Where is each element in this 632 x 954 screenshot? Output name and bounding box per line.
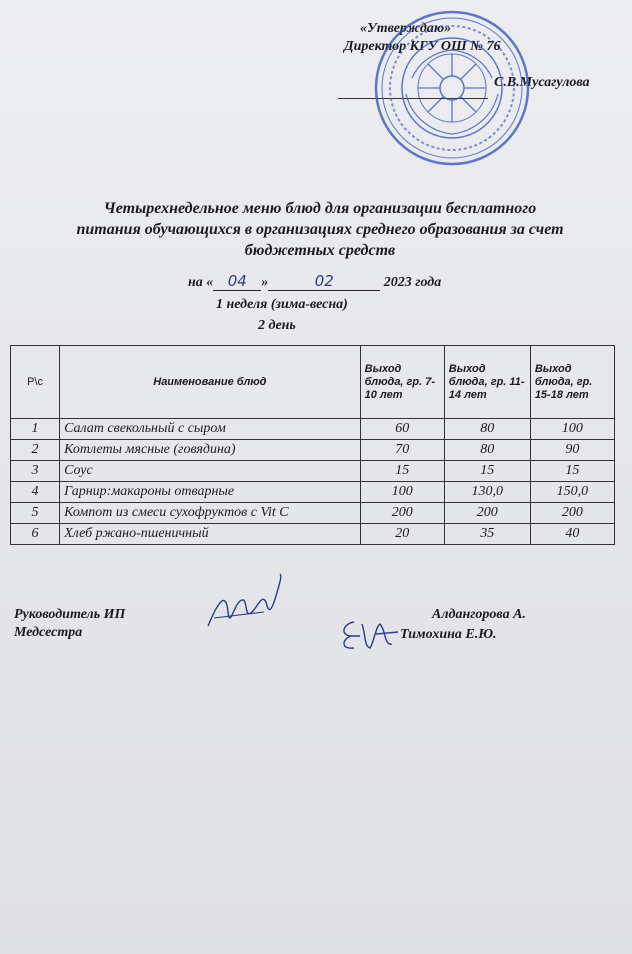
header-name: Наименование блюд	[60, 346, 361, 419]
approval-title: «Утверждаю»	[360, 21, 452, 36]
nurse-signature-icon	[336, 616, 402, 656]
day-label: 2 день	[258, 318, 296, 333]
manager-role: Руководитель ИП	[14, 607, 126, 622]
date-year: 2023 года	[383, 275, 442, 290]
date-line: на « 04 » 02 2023 года	[188, 272, 442, 290]
approval-signature-line	[338, 98, 488, 99]
date-month: 02	[268, 272, 380, 291]
table-row: 5 Компот из смеси сухофруктов с Vit C 200 200 200	[11, 503, 615, 524]
date-day: 04	[213, 272, 261, 291]
header-age-11-14: Выход блюда, гр. 11-14 лет	[444, 346, 530, 419]
header-age-15-18: Выход блюда, гр. 15-18 лет	[530, 346, 614, 419]
document-title: Четырехнедельное меню блюд для организации бесплатного питания обучающихся в организациях среднего образования за счет бюджетных средств	[76, 200, 564, 259]
approval-block	[344, 20, 590, 92]
approval-signer: С.В.Мусагулова	[494, 75, 590, 90]
table-row: 6 Хлеб ржано-пшеничный 20 35 40	[11, 524, 615, 545]
table-row: 4 Гарнир:макароны отварные 100 130,0 150,0	[11, 482, 615, 503]
manager-name: Алдангорова А.	[432, 607, 526, 622]
table-row: 2 Котлеты мясные (говядина) 70 80 90	[11, 440, 615, 461]
approval-position: Директор КГУ ОШ № 76	[344, 39, 501, 54]
nurse-name: Тимохина Е.Ю.	[400, 627, 497, 642]
week-label: 1 неделя (зима-весна)	[216, 297, 348, 312]
menu-table	[10, 345, 615, 545]
header-age-7-10: Выход блюда, гр. 7-10 лет	[360, 346, 444, 419]
table-row: 3 Соус 15 15 15	[11, 461, 615, 482]
table-header-row	[11, 346, 615, 419]
table-row: 1 Салат свекольный с сыром 60 80 100	[11, 419, 615, 440]
nurse-role: Медсестра	[14, 625, 83, 640]
manager-signature-icon	[204, 572, 288, 636]
header-num: Р\с	[11, 346, 60, 419]
